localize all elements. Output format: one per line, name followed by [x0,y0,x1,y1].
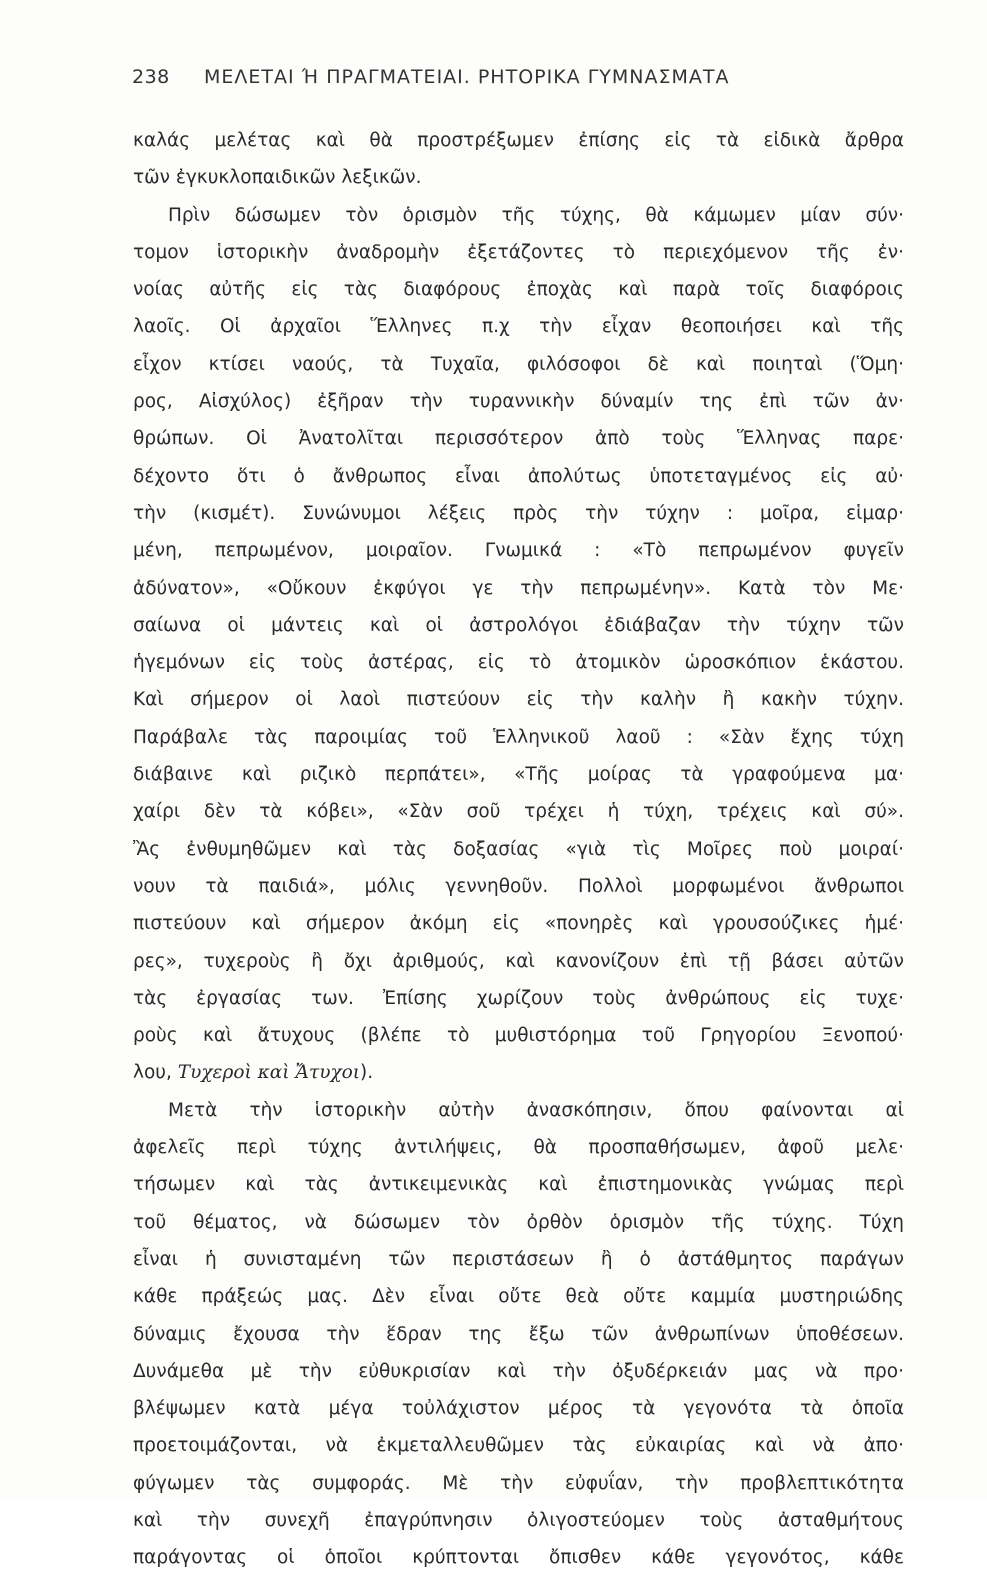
text-line [133,1054,904,1091]
text-line: ἀδύνατον», «Οὔκουν ἐκφύγοι γε τὴν πεπρωμένην». Κατὰ τὸν Με· [133,577,904,599]
text-line: Καὶ σήμερον οἱ λαοὶ πιστεύουν εἰς τὴν καλὴν ἢ κακὴν τύχην. [133,689,904,711]
text-line: μένη, πεπρωμένον, μοιραῖον. Γνωμικά : «Τὸ πεπρωμένον φυγεῖν [133,540,904,562]
text-line: χαίρι δὲν τὰ κόβει», «Σὰν σοῦ τρέχει ἡ τύχη, τρέχεις καὶ σύ». [133,801,904,823]
text-line: Δυνάμεθα μὲ τὴν εὐθυκρισίαν καὶ τὴν ὀξυδέρκειάν μας νὰ προ· [133,1360,904,1382]
text-fragment: ). [360,1062,374,1084]
running-title: ΜΕΛΕΤΑΙ Ή ΠΡΑΓΜΑΤΕΙΑΙ. ΡΗΤΟΡΙΚΑ ΓΥΜΝΑΣΜΑΤΑ [204,66,730,88]
text-line: τὴν (κισμέτ). Συνώνυμοι λέξεις πρὸς τὴν τύχην : μοῖρα, εἱμαρ· [133,502,904,524]
text-line: βλέψωμεν κατὰ μέγα τοὐλάχιστον μέρος τὰ γεγονότα τὰ ὁποῖα [133,1398,904,1420]
text-line: ρος, Αἰσχύλος) ἐξῆραν τὴν τυραννικὴν δύναμίν της ἐπὶ τῶν ἀν· [133,391,904,413]
text-line: ἀφελεῖς περὶ τύχης ἀντιλήψεις, θὰ προσπαθήσωμεν, ἀφοῦ μελε· [133,1137,904,1159]
text-line: πιστεύουν καὶ σήμερον ἀκόμη εἰς «πονηρὲς καὶ γρουσούζικες ἡμέ· [133,913,904,935]
page-header [132,66,892,96]
page-number: 238 [132,66,170,88]
text-line: τήσωμεν καὶ τὰς ἀντικειμενικὰς καὶ ἐπιστημονικὰς γνώμας περὶ [133,1174,904,1196]
text-line: ἡγεμόνων εἰς τοὺς ἀστέρας, εἰς τὸ ἀτομικὸν ὡροσκόπιον ἑκάστου. [133,652,904,674]
text-line: Ἂς ἐνθυμηθῶμεν καὶ τὰς δοξασίας «γιὰ τὶς Μοῖρες ποὺ μοιραί· [133,838,904,860]
text-line: Μετὰ τὴν ἱστορικὴν αὐτὴν ἀνασκόπησιν, ὅπου φαίνονται αἱ [168,1099,904,1121]
text-line: νουν τὰ παιδιά», μόλις γεννηθοῦν. Πολλοὶ μορφωμένοι ἄνθρωποι [133,875,904,897]
text-line: σαίωνα οἱ μάντεις καὶ οἱ ἀστρολόγοι ἐδιάβαζαν τὴν τύχην τῶν [133,614,904,636]
text-line: Πρὶν δώσωμεν τὸν ὁρισμὸν τῆς τύχης, θὰ κάμωμεν μίαν σύν· [168,204,904,226]
text-line: καλάς μελέτας καὶ θὰ προστρέξωμεν ἐπίσης εἰς τὰ εἰδικὰ ἄρθρα [133,130,904,151]
text-line: ροὺς καὶ ἄτυχους (βλέπε τὸ μυθιστόρημα τοῦ Γρηγορίου Ξενοπού· [133,1025,904,1047]
novel-title: Τυχεροὶ καὶ Ἄτυχοι [177,1062,361,1084]
text-line: λαοῖς. Οἱ ἀρχαῖοι Ἕλληνες π.χ τὴν εἶχαν θεοποιήσει καὶ τῆς [133,316,904,338]
text-line: καὶ τὴν συνεχῆ ἐπαγρύπνησιν ὀλιγοστεύομεν τοὺς ἀσταθμήτους [133,1509,904,1531]
text-line: εἶναι ἡ συνισταμένη τῶν περιστάσεων ἢ ὁ ἀστάθμητος παράγων [133,1248,904,1270]
text-line: θρώπων. Οἱ Ἀνατολῖται περισσότερον ἀπὸ τοὺς Ἕλληνας παρε· [133,428,904,450]
text-line: κάθε πράξεώς μας. Δὲν εἶναι οὔτε θεὰ οὔτε καμμία μυστηριώδης [133,1286,904,1308]
text-line: τομον ἱστορικὴν ἀναδρομὴν ἐξετάζοντες τὸ περιεχόμενον τῆς ἐν· [133,241,904,263]
body-text [133,122,904,1577]
text-line: τὰς ἐργασίας των. Ἐπίσης χωρίζουν τοὺς ἀνθρώπους εἰς τυχε· [133,987,904,1009]
text-line: δέχοντο ὅτι ὁ ἄνθρωπος εἶναι ἀπολύτως ὑποτεταγμένος εἰς αὐ· [133,465,904,487]
text-line: νοίας αὐτῆς εἰς τὰς διαφόρους ἐποχὰς καὶ παρὰ τοῖς διαφόροις [133,279,904,301]
text-line: Παράβαλε τὰς παροιμίας τοῦ Ἑλληνικοῦ λαοῦ : «Σὰν ἔχης τύχη [133,726,904,748]
text-line: φύγωμεν τὰς συμφοράς. Μὲ τὴν εὐφυΐαν, τὴν προβλεπτικότητα [133,1472,904,1494]
text-line: δύναμις ἔχουσα τὴν ἕδραν της ἔξω τῶν ἀνθρωπίνων ὑποθέσεων. [133,1323,904,1345]
text-line: ρες», τυχεροὺς ἢ ὄχι ἀριθμούς, καὶ κανονίζουν ἐπὶ τῇ βάσει αὐτῶν [133,950,904,972]
text-line: διάβαινε καὶ ριζικὸ περπάτει», «Τῆς μοίρας τὰ γραφούμενα μα· [133,764,904,786]
text-line: τῶν ἐγκυκλοπαιδικῶν λεξικῶν. [133,167,422,189]
text-line: προετοιμάζονται, νὰ ἐκμεταλλευθῶμεν τὰς εὐκαιρίας καὶ νὰ ἀπο· [133,1435,904,1457]
text-line: παράγοντας οἱ ὁποῖοι κρύπτονται ὄπισθεν κάθε γεγονότος, κάθε [133,1547,904,1569]
text-line: τοῦ θέματος, νὰ δώσωμεν τὸν ὀρθὸν ὁρισμὸν τῆς τύχης. Τύχη [133,1211,904,1233]
text-line: εἶχον κτίσει ναούς, τὰ Τυχαῖα, φιλόσοφοι δὲ καὶ ποιηταὶ (Ὅμη· [133,353,904,375]
text-fragment: λου, [133,1062,172,1084]
